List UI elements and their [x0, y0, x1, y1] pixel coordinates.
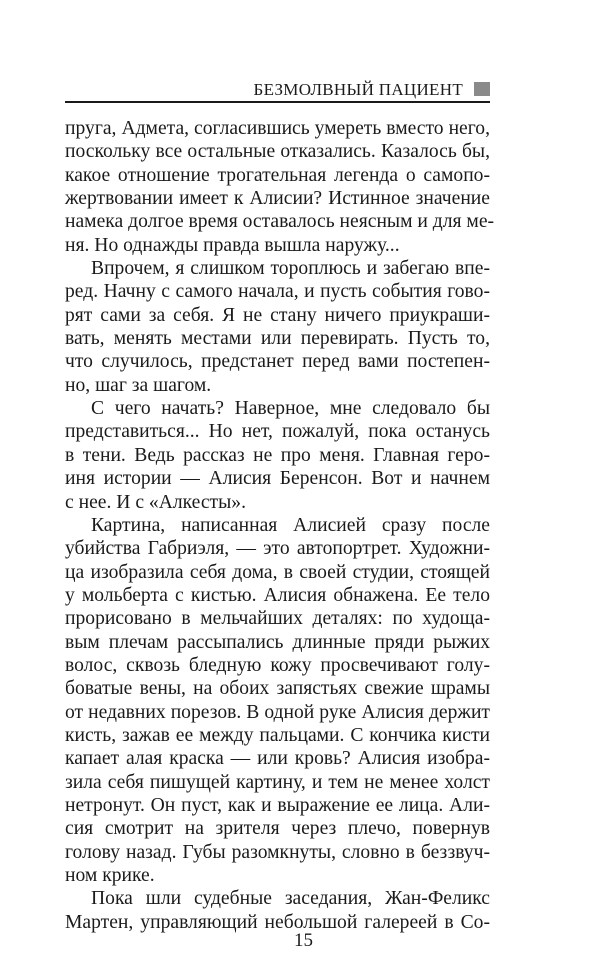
text-line: зила себя пишущей картину, и тем не менее холст: [65, 771, 490, 793]
text-line: от недавних порезов. В одной руке Алисия держит: [65, 701, 490, 723]
text-line: боватые вены, на обоих запястьях свежие шрамы: [65, 678, 490, 700]
text-line: нетронут. Он пуст, как и выражение ее лица. Али-: [65, 794, 490, 816]
text-line: ред. Начну с самого начала, и пусть события гово-: [65, 281, 490, 303]
text-line: Картина, написанная Алисией сразу после: [91, 514, 490, 536]
text-line: сия смотрит на зрителя через плечо, повернув: [65, 818, 490, 840]
text-line: какое отношение трогательная легенда о самопо-: [65, 164, 490, 186]
text-line: голову назад. Губы разомкнуты, словно в беззвуч-: [65, 841, 490, 863]
text-line: С чего начать? Наверное, мне следовало бы: [91, 398, 490, 420]
text-line: рят сами за себя. Я не стану ничего приукраши-: [65, 304, 490, 326]
text-line: ном крике.: [65, 865, 155, 886]
text-line: капает алая краска — или кровь? Алисия изобра-: [65, 748, 490, 770]
running-title: БЕЗМОЛВНЫЙ ПАЦИЕНТ: [253, 80, 463, 99]
text-line: представиться... Но нет, пожалуй, пока останусь: [65, 421, 490, 443]
page-number: 15: [294, 930, 313, 951]
running-header: [65, 76, 490, 103]
text-line: ца изобразила себя дома, в своей студии, стоящей: [65, 561, 490, 583]
paragraph: [65, 514, 490, 888]
text-line: с нее. И с «Алкесты».: [65, 491, 246, 513]
text-line: ня. Но однажды правда вышла наружу...: [65, 234, 400, 256]
header-square-ornament: [474, 82, 490, 96]
text-line: кисть, зажав ее между пальцами. С кончика кисти: [65, 724, 490, 746]
text-line: вым плечам рассыпались длинные пряди рыжих: [65, 631, 490, 653]
text-line: что случилось, предстанет перед вами постепен-: [65, 351, 490, 373]
text-line: убийства Габриэля, — это автопортрет. Художни-: [65, 538, 490, 560]
text-line: Впрочем, я слишком тороплюсь и забегаю впе-: [91, 258, 490, 280]
paragraph: [65, 887, 490, 934]
text-line: намека долгое время оставалось неясным и для ме-: [65, 211, 495, 233]
text-line: Пока шли судебные заседания, Жан-Феликс: [91, 888, 490, 910]
paragraph: [65, 257, 490, 397]
text-line: поскольку все остальные отказались. Казалось бы,: [65, 141, 490, 163]
paragraph: [65, 397, 490, 514]
text-line: жертвовании имеет к Алисии? Истинное значение: [65, 188, 490, 210]
text-line: волос, сквозь бледную кожу просвечивают голу-: [65, 654, 490, 676]
paragraph: [65, 117, 495, 257]
text-line: но, шаг за шагом.: [65, 374, 212, 396]
text-line: иня истории — Алисия Беренсон. Вот и начнем: [65, 468, 490, 490]
text-line: пруга, Адмета, согласившись умереть вместо него,: [65, 118, 490, 139]
text-line: прорисовано в мельчайших деталях: по худоща-: [65, 608, 490, 630]
text-line: Мартен, управляющий небольшой галереей в Со-: [65, 911, 490, 933]
text-line: в тени. Ведь рассказ не про меня. Главная геро-: [65, 444, 490, 466]
body-text: [65, 117, 495, 934]
text-line: вать, менять местами или перевирать. Пусть то,: [65, 328, 490, 350]
text-line: у мольберта с кистью. Алисия обнажена. Ее тело: [65, 584, 490, 606]
